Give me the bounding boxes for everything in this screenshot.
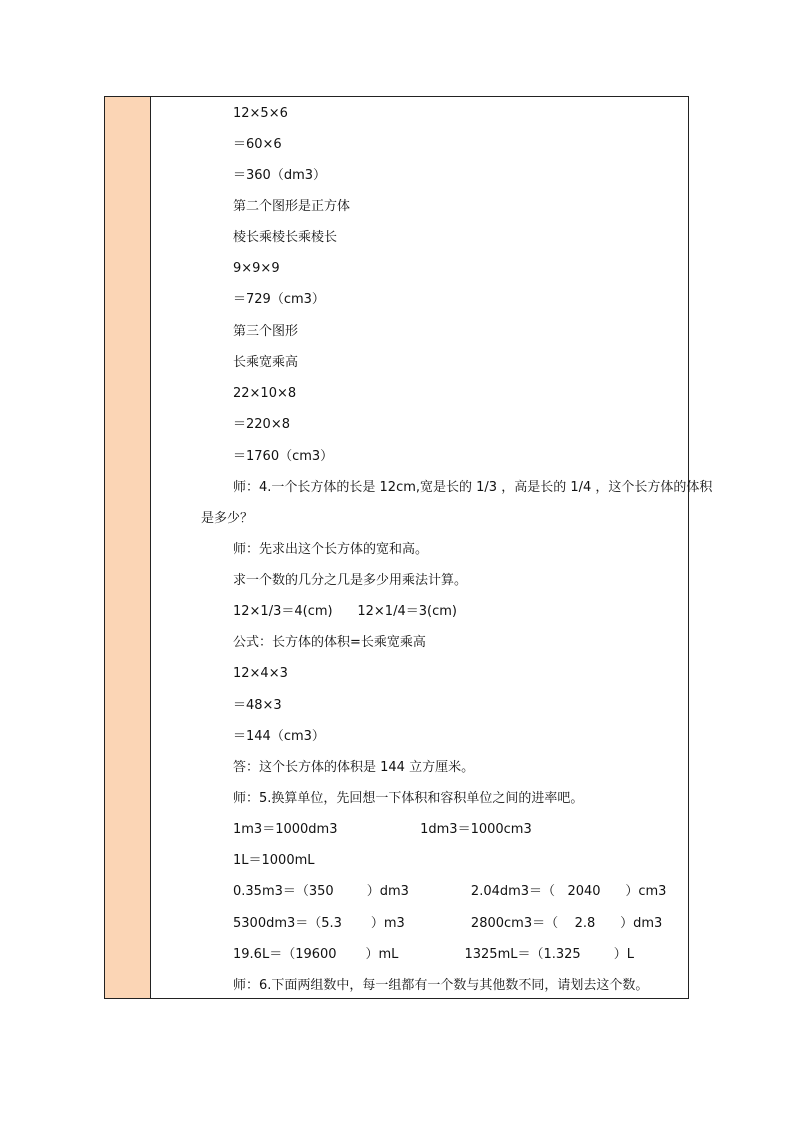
text-line: 9×9×9 bbox=[233, 261, 280, 276]
text-line: 公式：长方体的体积=长乘宽乘高 bbox=[233, 635, 426, 650]
text-line: 1m3＝1000dm3 1dm3＝1000cm3 bbox=[233, 822, 532, 837]
text-line: 12×4×3 bbox=[233, 666, 288, 681]
text-line: 求一个数的几分之几是多少用乘法计算。 bbox=[233, 573, 468, 588]
text-line: 12×1/3＝4(cm) 12×1/4＝3(cm) bbox=[233, 604, 457, 619]
text-line: ＝144（cm3） bbox=[233, 729, 325, 744]
text-line: ＝60×6 bbox=[233, 137, 282, 152]
text-line: 师：先求出这个长方体的宽和高。 bbox=[233, 542, 429, 557]
text-line: 答：这个长方体的体积是 144 立方厘米。 bbox=[233, 760, 475, 775]
text-line: ＝729（cm3） bbox=[233, 292, 325, 307]
text-line: 师：4.一个长方体的长是 12cm,宽是长的 1/3 ，高是长的 1/4 ，这个长方体的体积 bbox=[233, 480, 713, 495]
text-line: 第三个图形 bbox=[233, 324, 299, 339]
text-line: ＝1760（cm3） bbox=[233, 449, 334, 464]
content-table bbox=[104, 96, 713, 999]
text-line: 棱长乘棱长乘棱长 bbox=[233, 230, 338, 245]
text-line: 19.6L＝（19600 ）mL 1325mL＝（1.325 ）L bbox=[233, 947, 635, 962]
text-line: 1L＝1000mL bbox=[233, 853, 315, 868]
text-line: 长乘宽乘高 bbox=[233, 355, 299, 370]
text-line: ＝48×3 bbox=[233, 698, 282, 713]
shaded-column bbox=[105, 97, 151, 998]
text-line: 22×10×8 bbox=[233, 386, 297, 401]
content-cell bbox=[151, 97, 713, 998]
text-line: 0.35m3＝（350 ）dm3 2.04dm3＝（ 2040 ）cm3 bbox=[233, 884, 667, 899]
text-line: ＝360（dm3） bbox=[233, 168, 326, 183]
text-line: 师：6.下面两组数中，每一组都有一个数与其他数不同，请划去这个数。 bbox=[233, 978, 649, 993]
text-line: 第二个图形是正方体 bbox=[233, 199, 351, 214]
text-line: 是多少？ bbox=[201, 511, 254, 526]
text-line: 12×5×6 bbox=[233, 106, 288, 121]
text-line: 5300dm3＝（5.3 ）m3 2800cm3＝（ 2.8 ）dm3 bbox=[233, 916, 663, 931]
text-line: 师：5.换算单位，先回想一下体积和容积单位之间的进率吧。 bbox=[233, 791, 584, 806]
text-line: ＝220×8 bbox=[233, 417, 290, 432]
